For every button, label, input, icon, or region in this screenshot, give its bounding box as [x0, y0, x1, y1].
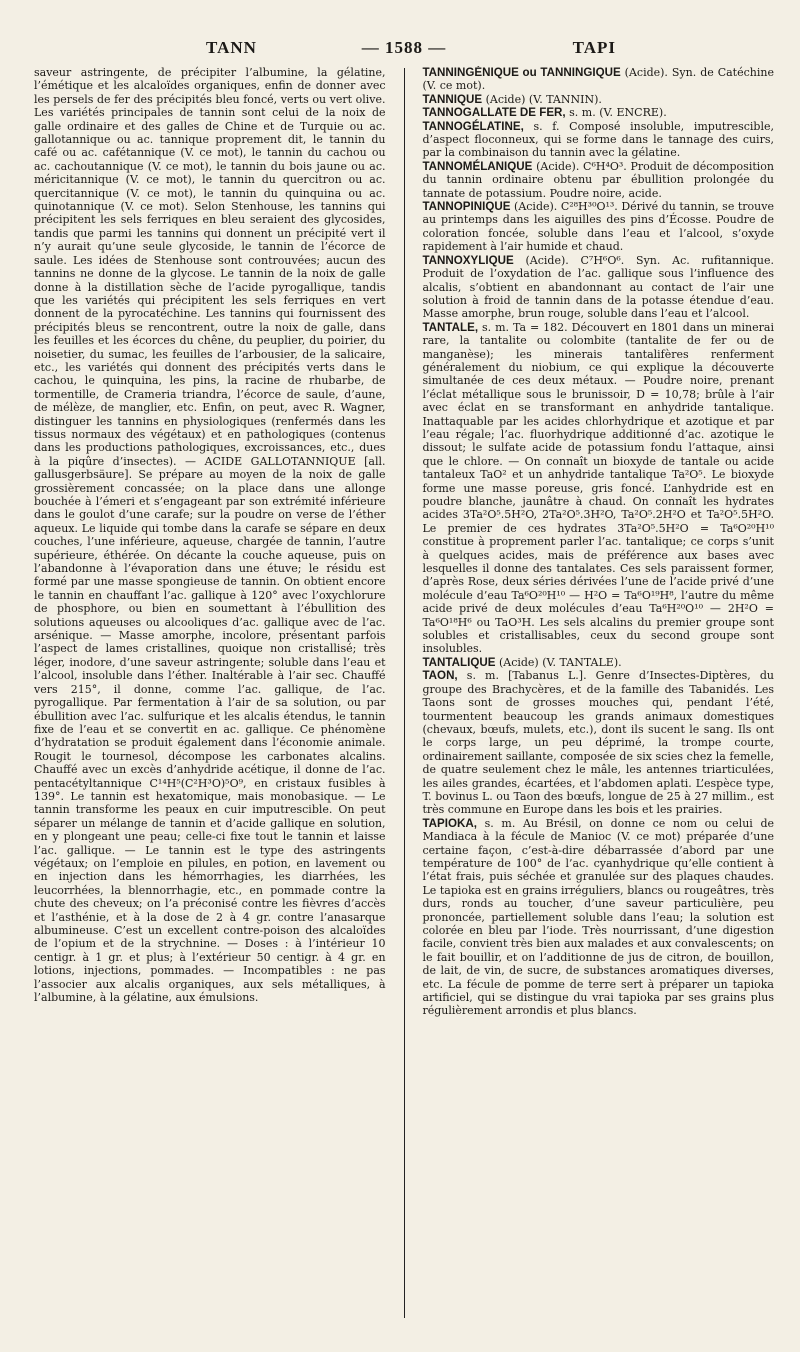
column-divider: [404, 68, 405, 1318]
right-column: [422, 66, 774, 1326]
page-number: — 1588 —: [361, 38, 447, 57]
entry-headword: TANNOPINIQUE: [422, 200, 511, 214]
entry-definition: (Acide). Syn. de Catéchine (V. ce mot).: [422, 66, 774, 93]
dictionary-entry: [422, 321, 774, 656]
entry-headword: TANNINGÉNIQUE ou TANNINGIQUE: [422, 66, 621, 79]
entry-definition: (Acide) (V. TANTALE).: [498, 655, 622, 669]
entry-definition: s. m. Au Brésil, on donne ce nom ou celui de Mandiaca à la fécule de Manioc (V. ce mot) préparée d’une certaine façon, c’est-à-dire débarrassée d’abord par une température de 100° de l’ac. cyanhydrique qu’elle contient à l’état frais, puis séchée et granulée sur des plaques chaudes. Le tapioka est en grains irréguliers, blancs ou rougeâtres, très durs, ronds au toucher, d’une saveur particulière, peu prononcée, partiellement soluble dans l’eau; la solution est colorée en bleu par l’iode. Très nourrissant, d’une digestion facile, convient très bien aux malades et aux convalescents; on le fait bouillir, et on l’additionne de jus de citron, de bouillon, de lait, de vin, de sucre, de substances aromatiques diverses, etc. La fécule de pomme de terre sert à préparer un tapioka artificiel, qui se distingue du vrai tapioka par ses grains plus régulièrement arrondis et plus blancs.: [422, 816, 774, 1018]
entry-definition: s. f. Composé insoluble, imputrescible, d’aspect floconneux, qui se forme dans le tannage des cuirs, par la combinaison du tannin avec la gélatine.: [422, 119, 774, 160]
dictionary-entry: [422, 120, 774, 160]
running-header: [34, 34, 774, 66]
dictionary-entry: [422, 93, 774, 106]
dictionary-entry: [422, 200, 774, 254]
entry-headword: TANNOGALLATE DE FER,: [422, 106, 566, 120]
dictionary-entry: [422, 106, 774, 119]
dictionary-entry: [422, 669, 774, 816]
dictionary-entry: [422, 656, 774, 669]
entry-definition: s. m. (V. ENCRE).: [569, 106, 667, 120]
entry-headword: TANTALE,: [422, 320, 479, 334]
dictionary-entry: [422, 254, 774, 321]
entry-headword: TANNIQUE: [422, 92, 483, 106]
entry-headword: TANTALIQUE: [422, 655, 496, 669]
header-left-guideword: TANN: [206, 38, 257, 57]
entry-headword: TAON,: [422, 669, 458, 683]
header-right-guideword: TAPI: [572, 38, 616, 57]
entry-headword: TANNOMÉLANIQUE: [422, 159, 533, 173]
entry-headword: TANNOXYLIQUE: [422, 253, 514, 267]
entry-headword: TANNOGÉLATINE,: [422, 119, 524, 133]
dictionary-entry: [422, 160, 774, 200]
entry-definition: s. m. Ta = 182. Découvert en 1801 dans un minerai rare, la tantalite ou colombite (tantalite de fer ou de manganèse); les minerais tantalifères renferment généralement du niobium, ce qui explique la découverte simultanée de ces deux métaux. — Poudre noire, prenant l’éclat métallique sous le brunissoir, D = 10,78; brûle à l’air avec éclat en se transformant en anhydride tantalique. Inattaquable par les acides chlorhydrique et azotique et par l’eau régale; l’ac. fluorhydrique additionné d’ac. azotique le dissout; le sulfate acide de potassium fondu l’attaque, ainsi que le chlore. — On connaît un bioxyde de tantale ou acide tantaleux TaO² et un anhydride tantalique Ta²O⁵. Le bioxyde forme une masse poreuse, gris foncé. L’anhydride est en poudre blanche, jaunâtre à chaud. On connaît les hydrates acides 3Ta²O⁵.5H²O, 2Ta²O⁵.3H²O, Ta²O⁵.2H²O et Ta²O⁵.5H²O. Le premier de ces hydrates 3Ta²O⁵.5H²O = Ta⁶O²⁰H¹⁰ constitue à proprement parler l’ac. tantalique; ce corps s’unit à quelques acides, mais de préférence aux bases avec lesquelles il donne des tantalates. Ces sels paraissent former, d’après Rose, deux séries dérivées l’une de l’acide privé d’une molécule d’eau Ta⁶O²⁰H¹⁰ — H²O = Ta⁶O¹⁹H⁸, l’autre du même acide privé de deux molécules d’eau Ta⁶H²⁰O¹⁰ — 2H²O = Ta⁶O¹⁸H⁶ ou TaO³H. Les sels alcalins du premier groupe sont solubles et cristallisables, ceux du second groupe sont insolubles.: [422, 320, 774, 656]
left-column: [34, 66, 386, 1326]
entry-definition: (Acide). C⁷H⁶O⁶. Syn. Ac. rufitannique. Produit de l’oxydation de l’ac. gallique sous l’influence des alcalis, s’obtient en abandonnant au contact de l’air une solution à froid de tannin dans de la potasse étendue d’eau. Masse amorphe, brun rouge, soluble dans l’eau et l’alcool.: [422, 253, 774, 321]
dictionary-entry: [422, 66, 774, 93]
dictionary-entry: [422, 817, 774, 1018]
entry-definition: s. m. [Tabanus L.]. Genre d’Insectes-Diptères, du groupe des Brachycères, et de la famille des Tabanidés. Les Taons sont de grosses mouches qui, pendant l’été, tourmentent beaucoup les grands animaux domestiques (chevaux, bœufs, mulets, etc.), dont ils sucent le sang. Ils ont le corps large, un peu déprimé, la trompe courte, ordinairement saillante, composée de six scies chez la femelle, de quatre seulement chez le mâle, les antennes triarticulées, les ailes grandes, écartées, et l’abdomen aplati. L’espèce type, T. bovinus L. ou Taon des bœufs, longue de 25 à 27 millim., est très commune en Europe dans les bois et les prairies.: [422, 669, 774, 817]
entry-definition: (Acide). C²⁸H³⁰O¹³. Dérivé du tannin, se trouve au printemps dans les aiguilles des pins d’Écosse. Poudre de coloration foncée, soluble dans l’eau et l’alcool, s’oxyde rapidement à l’air humide et chaud.: [422, 200, 774, 254]
entry-definition: (Acide). C⁶H⁴O³. Produit de décomposition du tannin ordinaire obtenu par ébullition prolongée du tannate de potassium. Poudre noire, acide.: [422, 159, 774, 200]
two-column-text: [34, 66, 774, 1326]
tannin-continuation-paragraph: saveur astringente, de précipiter l’albumine, la gélatine, l’émétique et les alcaloïdes organiques, enfin de donner avec les persels de fer des précipités bleu foncé, verts ou vert olive. Les variétés principales de tannin sont celui de la noix de galle ordinaire et des galles de Chine et de Turquie ou ac. gallotannique ou ac. tannique proprement dit, le tannin du café ou ac. cafétannique (V. ce mot), le tannin du cachou ou ac. cachoutannique (V. ce mot), le tannin du bois jaune ou ac. méricitannique (V. ce mot), le tannin du quercitron ou ac. quercitannique (V. ce mot), le tannin du quinquina ou ac. quinotannique (V. ce mot). Selon Stenhouse, les tannins qui précipitent les sels ferriques en bleu seraient des glycosides, tandis que parmi les tannins qui donnent un précipité vert il n’y aurait qu’une seule glycoside, le tannin de l’écorce de saule. Les idées de Stenhouse sont controuvées; aucun des tannins ne donne de la glycose. Le tannin de la noix de galle donne à la distillation sèche de l’acide pyrogallique, tandis que les variétés qui précipitent les sels ferriques en vert donnent de la pyrocatéchine. Les tannins qui fournissent des précipités bleus se rencontrent, outre la noix de galle, dans les feuilles et les écorces du chêne, du peuplier, du poirier, du noisetier, du sumac, les feuilles de l’arbousier, de la salicaire, etc., les variétés qui donnent des précipités verts dans le cachou, le quinquina, les pins, la racine de rhubarbe, de tormentille, de Crameria triandra, l’écorce de saule, d’aune, de mélèze, de manglier, etc. Enfin, on peut, avec R. Wagner, distinguer les tannins en physiologiques (renfermés dans les tissus normaux des végétaux) et en pathologiques (contenus dans les productions pathologiques, excroissances, etc., dues à la piqûre d’insectes). — ACIDE GALLOTANNIQUE [all. gallusgerbsäure]. Se prépare au moyen de la noix de galle grossièrement concassée; on la place dans une allonge bouchée à l’émeri et s’engageant par son extrémité inférieure dans le goulot d’une carafe; sur la poudre on verse de l’éther aqueux. Le liquide qui tombe dans la carafe se sépare en deux couches, l’une inférieure, aqueuse, chargée de tannin, l’autre supérieure, éthérée. On décante la couche aqueuse, puis on l’abandonne à l’évaporation dans une étuve; le résidu est formé par une masse spongieuse de tannin. On obtient encore le tannin en chauffant l’ac. gallique à 120° avec l’oxychlorure de phosphore, ou bien en soumettant à l’ébullition des solutions aqueuses ou alcooliques d’ac. gallique avec de l’ac. arsénique. — Masse amorphe, incolore, présentant parfois l’aspect de lames cristallines, quoique non cristallisé; très léger, inodore, d’une saveur astringente; soluble dans l’eau et l’alcool, insoluble dans l’éther. Inaltérable à l’air sec. Chauffé vers 215°, il donne, comme l’ac. gallique, de l’ac. pyrogallique. Par fermentation à l’air de sa solution, ou par ébullition avec l’ac. sulfurique et les alcalis étendus, le tannin fixe de l’eau et se convertit en ac. gallique. Ce phénomène d’hydratation se produit également dans l’économie animale. Rougit le tournesol, décompose les carbonates alcalins. Chauffé avec un excès d’anhydride acétique, il donne de l’ac. pentacétyltannique C¹⁴H⁵(C²H³O)⁵O⁹, en cristaux fusibles à 139°. Le tannin est hexatomique, mais monobasique. — Le tannin transforme les peaux en cuir imputrescible. On peut séparer un mélange de tannin et d’acide gallique en solution, en y plongeant une peau; celle-ci fixe tout le tannin et laisse l’ac. gallique. — Le tannin est le type des astringents végétaux; on l’emploie en pilules, en potion, en lavement ou en injection dans les hémorrhagies, les diarrhées, les leucorrhées, la blennorrhagie, etc., en pommade contre la chute des cheveux; on l’a préconisé contre les fièvres d’accès et l’asthénie, et à la dose de 2 à 4 gr. contre l’anasarque albumineuse. C’est un excellent contre-poison des alcaloïdes de l’opium et de la strychnine. — Doses : à l’intérieur 10 centigr. à 1 gr. et plus; à l’extérieur 50 centigr. à 4 gr. en lotions, injections, pommades. — Incompatibles : ne pas l’associer aux alcalis organiques, aux sels métalliques, à l’albumine, à la gélatine, aux émulsions.: [34, 66, 386, 1005]
entry-headword: TAPIOKA,: [422, 816, 477, 830]
entry-definition: (Acide) (V. TANNIN).: [485, 92, 602, 106]
